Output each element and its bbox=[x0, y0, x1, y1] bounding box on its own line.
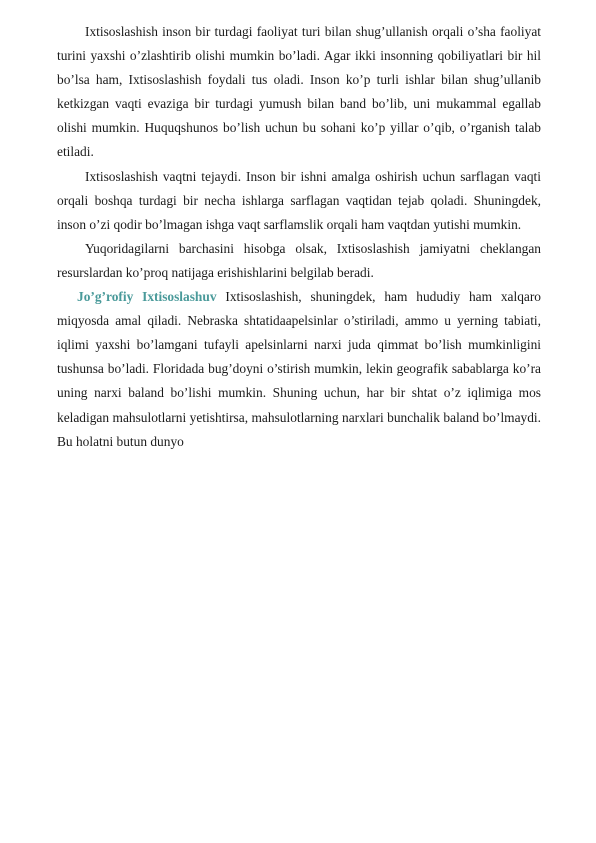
paragraph-geographic bbox=[57, 285, 541, 454]
document-page bbox=[57, 20, 541, 454]
section-heading: Jo’g’rofiy Ixtisoslashuv bbox=[77, 289, 217, 305]
paragraph-summary: Yuqoridagilarni barchasini hisobga olsak, Ixtisoslashish jamiyatni cheklangan resurslardan ko’proq natijaga erishishlarini belgilab beradi. bbox=[57, 240, 541, 280]
paragraph-specialization-skill: Ixtisoslashish inson bir turdagi faoliyat turi bilan shug’ullanish orqali o’sha faoliyat turini yaxshi o’zlashtirib olishi mumkin bo’ladi. Agar ikki insonning qobiliyatlari bir hil bo’lsa ham, Ixtisoslashish foydali tus oladi. Inson ko’p turli ishlar bilan shug’ullanib ketkizgan vaqti evaziga bir turdagi yumush bilan band bo’lib, uni mukammal egallab olishi mumkin. Huquqshunos bo’lish uchun bu sohani ko’p yillar o’qib, o’rganish talab etiladi. bbox=[57, 24, 541, 160]
section-text: Ixtisoslashish, shuningdek, ham hududiy ham xalqaro miqyosda amal qiladi. Nebraska shtatidaapelsinlar o’stiriladi, ammo u yerning tabiati, iqlimi yaxshi bo’lamgani tufayli apelsinlarni narxi juda qimmat bo’lish mumkinligini tushunsa bo’ladi. Floridada bug’doyni o’stirish mumkin, lekin geografik sabablarga ko’ra uning narxi baland bo’lishi mumkin. Shuning uchun, har bir shtat o’z iqlimiga mos keladigan mahsulotlarni yetishtirsa, mahsulotlarning narxlari bunchalik baland bo’lmaydi. Bu holatni butun dunyo bbox=[57, 289, 541, 449]
paragraph-time-saving: Ixtisoslashish vaqtni tejaydi. Inson bir ishni amalga oshirish uchun sarflagan vaqti orqali boshqa turdagi bir necha ishlarga sarflagan vaqtidan tejab qoladi. Shuningdek, inson o’zi qodir bo’lmagan ishga vaqt sarflamslik orqali ham vaqtdan yutishi mumkin. bbox=[57, 168, 541, 232]
